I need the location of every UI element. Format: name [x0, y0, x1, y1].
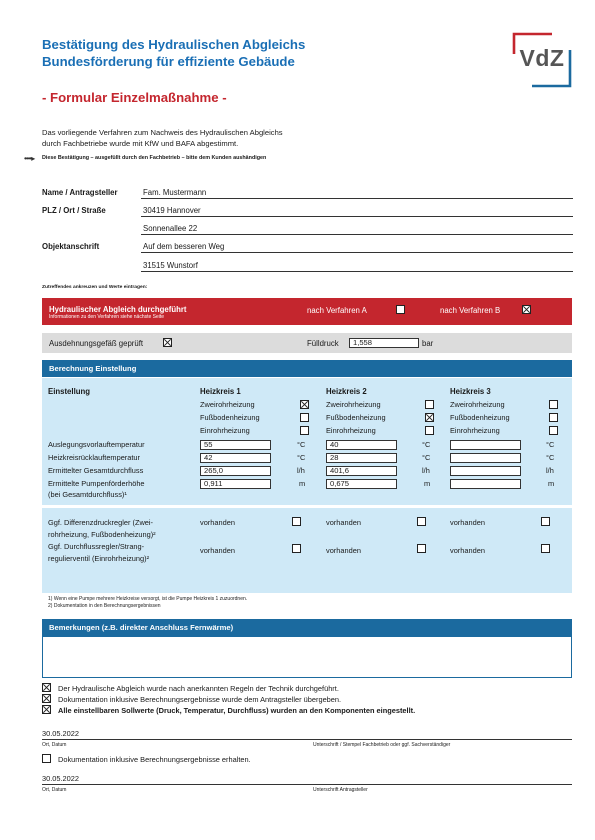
intro-line-2: durch Fachbetriebe wurde mit KfW und BAFA abgestimmt. — [42, 138, 239, 148]
regulator-2-line-1: Ggf. Durchflussregler/Strang- — [48, 542, 145, 551]
arrow-right-icon: ••••▸ — [24, 154, 35, 163]
confirm-3-text: Alle einstellbaren Sollwerte (Druck, Temperatur, Durchfluss) wurden an den Komponenten eingestellt. — [58, 706, 416, 715]
circuit-2-regulator-2-label: vorhanden — [326, 546, 361, 555]
method-b-label: nach Verfahren B — [440, 306, 501, 315]
circuit-1-flow-temp-input[interactable]: 55 — [200, 440, 271, 450]
pressure-label: Fülldruck — [307, 339, 339, 348]
method-a-checkbox[interactable] — [396, 305, 405, 314]
address-underline-2 — [141, 234, 573, 235]
circuit-2-unit-3: l/h — [422, 466, 430, 475]
receipt-text: Dokumentation inklusive Berechnungsergebnisse erhalten. — [58, 755, 251, 764]
circuit-3-unit-1: °C — [546, 440, 555, 449]
address-field-1[interactable]: 30419 Hannover — [143, 206, 201, 215]
abgleich-bar — [42, 298, 572, 325]
expansion-checkbox[interactable] — [163, 338, 172, 347]
confirm-1-checkbox[interactable] — [42, 683, 51, 692]
pressure-unit: bar — [422, 339, 434, 348]
circuit-1-regulator-1-label: vorhanden — [200, 518, 235, 527]
circuit-2-type-2: Fußbodenheizung — [326, 413, 386, 422]
circuit-3-type-1: Zweirohrheizung — [450, 400, 505, 409]
instructions: Zutreffendes ankreuzen und Werte eintragen: — [42, 285, 148, 290]
circuit-1-title: Heizkreis 1 — [200, 387, 241, 396]
signature-1-date-label: Ort, Datum — [42, 742, 67, 748]
circuit-2-return-temp-input[interactable]: 28 — [326, 453, 397, 463]
circuit-1-type-1: Zweirohrheizung — [200, 400, 255, 409]
logo-text: VdZ — [519, 45, 565, 71]
circuit-1-unit-2: °C — [297, 453, 306, 462]
method-a-label: nach Verfahren A — [307, 306, 367, 315]
circuit-3-floor-checkbox[interactable] — [549, 413, 558, 422]
circuit-1-floor-checkbox[interactable] — [300, 413, 309, 422]
remarks-header-text: Bemerkungen (z.B. direkter Anschluss Fernwärme) — [49, 623, 234, 632]
circuit-2-two-pipe-checkbox[interactable] — [425, 400, 434, 409]
row-label-pump-head: Ermittelte Pumpenförderhöhe — [48, 479, 145, 488]
circuit-3-return-temp-input[interactable] — [450, 453, 521, 463]
object-address-underline-2 — [141, 271, 573, 272]
regulator-1-label — [48, 517, 156, 541]
circuit-1-regulator-1-checkbox[interactable] — [292, 517, 301, 526]
circuit-2-title: Heizkreis 2 — [326, 387, 367, 396]
row-label-pump-head-line2: (bei Gesamtdurchfluss)¹ — [48, 490, 127, 499]
circuit-1-unit-1: °C — [297, 440, 306, 449]
abgleich-subtitle: Informationen zu den Verfahren siehe nächste Seite — [49, 314, 165, 320]
circuit-2-total-flow-input[interactable]: 401,6 — [326, 466, 397, 476]
circuit-3-unit-2: °C — [546, 453, 555, 462]
circuit-2-single-pipe-checkbox[interactable] — [425, 426, 434, 435]
circuit-3-pump-head-input[interactable] — [450, 479, 521, 489]
footnote-1: 1) Wenn eine Pumpe mehrere Heizkreise versorgt, ist die Pumpe Heizkreis 1 zuzuordnen. — [48, 596, 248, 602]
abgleich-title: Hydraulischer Abgleich durchgeführt — [49, 305, 187, 314]
method-b-checkbox[interactable] — [522, 305, 531, 314]
handover-hint: Diese Bestätigung – ausgefüllt durch den Fachbetrieb – bitte dem Kunden aushändigen — [42, 155, 267, 161]
circuit-2-pump-head-input[interactable]: 0,675 — [326, 479, 397, 489]
title-line-1: Bestätigung des Hydraulischen Abgleichs — [42, 37, 306, 52]
row-label-flow-temp: Auslegungsvorlauftemperatur — [48, 440, 145, 449]
setting-label: Einstellung — [48, 387, 91, 396]
circuit-2-floor-checkbox[interactable] — [425, 413, 434, 422]
name-label: Name / Antragsteller — [42, 188, 118, 197]
circuit-3-regulator-1-checkbox[interactable] — [541, 517, 550, 526]
regulator-1-line-1: Ggf. Differenzdruckregler (Zwei- — [48, 518, 154, 527]
circuit-3-regulator-2-checkbox[interactable] — [541, 544, 550, 553]
regulator-2-label — [48, 541, 149, 565]
circuit-3-type-3: Einrohrheizung — [450, 426, 500, 435]
circuit-2-type-1: Zweirohrheizung — [326, 400, 381, 409]
circuit-1-return-temp-input[interactable]: 42 — [200, 453, 271, 463]
signature-2-sign-label: Unterschrift Antragsteller — [313, 787, 368, 793]
object-address-label: Objektanschrift — [42, 242, 100, 251]
circuit-3-unit-4: m — [548, 479, 555, 488]
row-label-return-temp: Heizkreisrücklauftemperatur — [48, 453, 141, 462]
intro-line-1: Das vorliegende Verfahren zum Nachweis des Hydraulischen Abgleichs — [42, 128, 283, 137]
calc-divider — [42, 505, 572, 508]
circuit-2-regulator-2-checkbox[interactable] — [417, 544, 426, 553]
name-underline — [141, 198, 573, 199]
address-underline-1 — [141, 216, 573, 217]
circuit-3-unit-3: l/h — [546, 466, 554, 475]
circuit-2-unit-4: m — [424, 479, 431, 488]
circuit-3-single-pipe-checkbox[interactable] — [549, 426, 558, 435]
circuit-2-unit-1: °C — [422, 440, 431, 449]
circuit-1-type-2: Fußbodenheizung — [200, 413, 260, 422]
calc-header — [42, 360, 572, 377]
confirm-3-checkbox[interactable] — [42, 705, 51, 714]
expansion-bar — [42, 333, 572, 353]
circuit-1-regulator-2-checkbox[interactable] — [292, 544, 301, 553]
footnote-2: 2) Dokumentation in den Berechnungsergebnissen — [48, 603, 161, 609]
circuit-1-unit-3: l/h — [297, 466, 305, 475]
address-field-2[interactable]: Sonnenallee 22 — [143, 224, 198, 233]
circuit-1-single-pipe-checkbox[interactable] — [300, 426, 309, 435]
signature-2-date[interactable]: 30.05.2022 — [42, 774, 79, 783]
circuit-1-type-3: Einrohrheizung — [200, 426, 250, 435]
circuit-1-pump-head-input[interactable]: 0,911 — [200, 479, 271, 489]
circuit-1-regulator-2-label: vorhanden — [200, 546, 235, 555]
signature-1-sign-label: Unterschrift / Stempel Fachbetrieb oder ggf. Sachverständiger — [313, 742, 451, 748]
pressure-input[interactable]: 1,558 — [349, 338, 419, 348]
row-label-total-flow: Ermittelter Gesamtdurchfluss — [48, 466, 144, 475]
address-label: PLZ / Ort / Straße — [42, 206, 106, 215]
circuit-2-type-3: Einrohrheizung — [326, 426, 376, 435]
form-subtitle: - Formular Einzelmaßnahme - — [42, 90, 227, 105]
remarks-textarea[interactable] — [42, 636, 572, 678]
circuit-2-flow-temp-input[interactable]: 40 — [326, 440, 397, 450]
circuit-1-unit-4: m — [299, 479, 306, 488]
receipt-checkbox[interactable] — [42, 754, 51, 763]
circuit-3-regulator-1-label: vorhanden — [450, 518, 485, 527]
object-address-underline-1 — [141, 252, 573, 253]
calc-header-text: Berechnung Einstellung — [49, 364, 137, 373]
confirm-1-text: Der Hydraulische Abgleich wurde nach anerkannten Regeln der Technik durchgeführt. — [58, 684, 339, 693]
regulator-1-line-2: rohrheizung, Fußbodenheizung)² — [48, 530, 156, 539]
confirm-2-checkbox[interactable] — [42, 694, 51, 703]
remarks-header — [42, 619, 572, 636]
object-address-field-1[interactable]: Auf dem besseren Weg — [143, 242, 225, 251]
circuit-1-two-pipe-checkbox[interactable] — [300, 400, 309, 409]
circuit-1-total-flow-input[interactable]: 265,0 — [200, 466, 271, 476]
circuit-3-type-2: Fußbodenheizung — [450, 413, 510, 422]
name-field[interactable]: Fam. Mustermann — [143, 188, 207, 197]
circuit-3-regulator-2-label: vorhanden — [450, 546, 485, 555]
document-title — [42, 36, 305, 70]
confirm-2-text: Dokumentation inklusive Berechnungsergebnisse wurde dem Antragsteller übergeben. — [58, 695, 342, 704]
title-line-2: Bundesförderung für effiziente Gebäude — [42, 54, 295, 69]
expansion-label: Ausdehnungsgefäß geprüft — [49, 339, 144, 348]
signature-2-line — [42, 784, 572, 785]
circuit-3-total-flow-input[interactable] — [450, 466, 521, 476]
circuit-2-unit-2: °C — [422, 453, 431, 462]
circuit-2-regulator-1-checkbox[interactable] — [417, 517, 426, 526]
intro-text — [42, 128, 342, 149]
circuit-3-flow-temp-input[interactable] — [450, 440, 521, 450]
vdz-logo — [512, 32, 572, 88]
circuit-2-regulator-1-label: vorhanden — [326, 518, 361, 527]
object-address-field-2[interactable]: 31515 Wunstorf — [143, 261, 198, 270]
signature-1-line — [42, 739, 572, 740]
circuit-3-two-pipe-checkbox[interactable] — [549, 400, 558, 409]
regulator-2-line-2: regulierventil (Einrohrheizung)² — [48, 554, 150, 563]
circuit-3-title: Heizkreis 3 — [450, 387, 491, 396]
signature-1-date[interactable]: 30.05.2022 — [42, 729, 79, 738]
signature-2-date-label: Ort, Datum — [42, 787, 67, 793]
